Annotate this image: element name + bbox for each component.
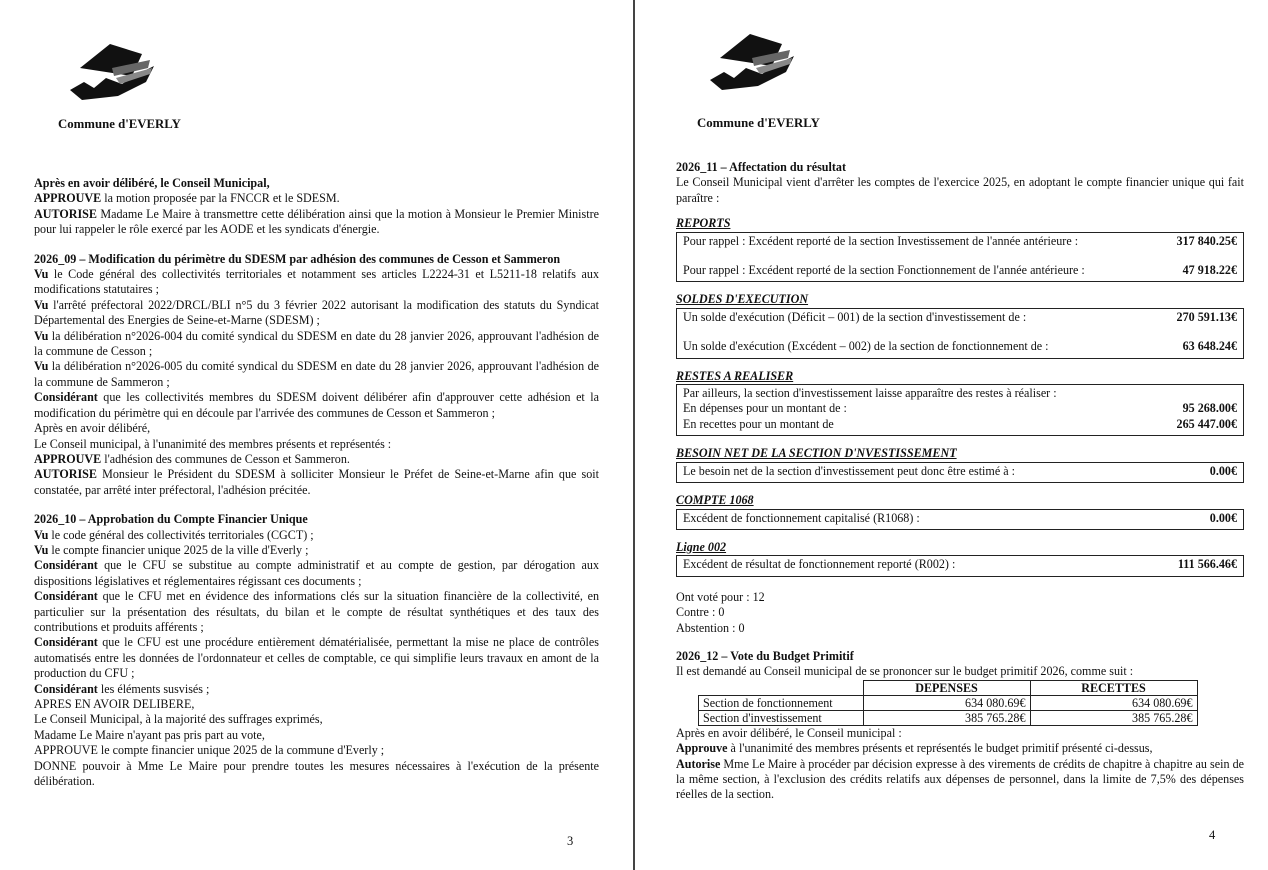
- d12-intro: Il est demandé au Conseil municipal de se prononcer sur le budget primitif 2026, comme suit :: [676, 664, 1134, 679]
- d12-autorise: Autorise Mme Le Maire à procéder par décision expresse à des virements de crédits de chapitre à chapitre au sein de la même section, à l'exclusion des crédits relatifs aux dépenses de personnel, dans la limite de 7,5% des dépenses réelles de la section.: [676, 756, 1244, 802]
- vote-pour: Ont voté pour : 12: [676, 589, 765, 604]
- d09-vu-1: Vu le Code général des collectivités territoriales et notamment ses articles L2224-31 et L5211-18 relatifs aux modifications statutaires ;: [34, 267, 599, 297]
- page-divider: [633, 0, 635, 870]
- soldes-row: Un solde d'exécution (Excédent – 002) de la section de fonctionnement de : 63 648.24€: [683, 339, 1237, 354]
- commune-title: Commune d'EVERLY: [58, 117, 181, 131]
- besoin-title: BESOIN NET DE LA SECTION D'NVESTISSEMENT: [676, 446, 957, 461]
- intro-autorise: AUTORISE Madame Le Maire à transmettre cette délibération ainsi que la motion à Monsieur le Premier Ministre pour lui rappeler le rôle exercé par les AODE et les syndicats d'énergie.: [34, 206, 599, 237]
- d10-apres: APRES EN AVOIR DELIBERE,: [34, 697, 195, 711]
- d11-intro: Le Conseil Municipal vient d'arrêter les comptes de l'exercice 2025, en adoptant le compte financier unique qui fait paraître :: [676, 175, 1244, 205]
- table-row: [699, 695, 1198, 710]
- budget-table: [698, 680, 1198, 726]
- d09-vu-2: Vu l'arrêté préfectoral 2022/DRCL/BLI n°5 du 3 février 2022 autorisant la modification des statuts du Syndicat Départemental des Energies de Seine-et-Marne (SDESM) ;: [34, 297, 599, 328]
- d10-maire: Madame Le Maire n'ayant pas pris part au vote,: [34, 727, 265, 742]
- table-row: [699, 710, 1198, 725]
- d10-approuve: APPROUVE le compte financier unique 2025 de la commune d'Everly ;: [34, 743, 385, 758]
- d10-vu-1: Vu le code général des collectivités territoriales (CGCT) ;: [34, 527, 314, 542]
- restes-title: RESTES A REALISER: [676, 368, 794, 383]
- intro-heading: Après en avoir délibéré, le Conseil Municipal,: [34, 176, 270, 190]
- d09-vu-4: Vu la délibération n°2026-005 du comité syndical du SDESM en date du 28 janvier 2026, approuvant l'adhésion de la commune de Sammeron ;: [34, 359, 599, 389]
- d09-approuve: APPROUVE l'adhésion des communes de Cesson et Sammeron.: [34, 451, 350, 466]
- row-depenses: 385 765.28€: [863, 710, 1030, 725]
- compte1068-box: [676, 509, 1244, 530]
- restes-line: Par ailleurs, la section d'investissement laisse apparaître des restes à réaliser :: [683, 386, 1057, 401]
- d10-considerant-3: Considérant que le CFU est une procédure entièrement dématérialisée, permettant la mise ne place de contrôles automatisés entre les données de l'ordonnateur et celles de comptable, ce qui simplifie leurs travaux en amont de la production du CFU ;: [34, 635, 599, 681]
- d10-considerant-2: Considérant que le CFU met en évidence des informations clés sur la situation financière de la collectivité, en particulier sur la présentation des résultats, du bilan et le compte de résultat synthétiques et des taux des contributions et produits afférents ;: [34, 589, 599, 634]
- page-number: 4: [1209, 828, 1216, 842]
- intro-approuve: APPROUVE la motion proposée par la FNCCR et le SDESM.: [34, 191, 340, 206]
- d09-autorise: AUTORISE Monsieur le Président du SDESM à solliciter Monsieur le Préfet de Seine-et-Marne afin que soit constatée, par arrêté inter préfectoral, l'adhésion précitée.: [34, 467, 599, 497]
- commune-title: Commune d'EVERLY: [697, 116, 820, 130]
- d12-apres: Après en avoir délibéré, le Conseil municipal :: [676, 725, 902, 740]
- soldes-box: [676, 308, 1244, 359]
- reports-title: REPORTS: [676, 216, 731, 231]
- d12-approuve: Approuve à l'unanimité des membres présents et représentés le budget primitif présenté ci-dessus,: [676, 741, 1153, 756]
- row-label: Section d'investissement: [699, 710, 864, 725]
- d10-considerant-4: Considérant les éléments susvisés ;: [34, 681, 210, 696]
- deliberation-09-title: 2026_09 – Modification du périmètre du SDESM par adhésion des communes de Cesson et Sammeron: [34, 251, 561, 266]
- commune-logo-icon: [62, 38, 157, 106]
- soldes-title: SOLDES D'EXECUTION: [676, 292, 809, 307]
- left-page-body: [34, 176, 599, 789]
- reports-box: [676, 232, 1244, 283]
- reports-row: Pour rappel : Excédent reporté de la section Investissement de l'année antérieure : 317 840.25€: [683, 233, 1237, 248]
- besoin-box: [676, 462, 1244, 483]
- right-page-body: [676, 160, 1244, 803]
- d10-donne: DONNE pouvoir à Mme Le Maire pour prendre toutes les mesures nécessaires à l'exécution de la présente délibération.: [34, 758, 599, 789]
- d10-considerant-1: Considérant que le CFU se substitue au compte administratif et au compte de gestion, par dérogation aux dispositions législatives et réglementaires régissant ces documents ;: [34, 558, 599, 588]
- vote-contre: Contre : 0: [676, 605, 725, 620]
- ligne002-title: Ligne 002: [676, 539, 727, 554]
- page-right: [636, 0, 1268, 870]
- deliberation-10-title: 2026_10 – Approbation du Compte Financier Unique: [34, 512, 308, 527]
- budget-table-header: [699, 680, 1198, 695]
- soldes-row: Un solde d'exécution (Déficit – 001) de la section d'investissement de : 270 591.13€: [683, 309, 1237, 324]
- page-left: [0, 0, 632, 870]
- row-recettes: 385 765.28€: [1030, 710, 1197, 725]
- ligne002-box: [676, 555, 1244, 576]
- restes-row: En dépenses pour un montant de : 95 268.00€: [683, 401, 1237, 416]
- ligne002-row: Excédent de résultat de fonctionnement reporté (R002) : 111 566.46€: [683, 557, 1237, 572]
- restes-row: En recettes pour un montant de 265 447.00€: [683, 416, 1237, 431]
- commune-logo-icon: [702, 28, 797, 96]
- d10-vu-2: Vu le compte financier unique 2025 de la ville d'Everly ;: [34, 542, 309, 557]
- d09-unanimite: Le Conseil municipal, à l'unanimité des membres présents et représentés :: [34, 436, 392, 451]
- deliberation-12-title: 2026_12 – Vote du Budget Primitif: [676, 648, 854, 663]
- d09-apres: Après en avoir délibéré,: [34, 421, 151, 436]
- restes-box: [676, 384, 1244, 436]
- row-depenses: 634 080.69€: [863, 695, 1030, 710]
- header-recettes: RECETTES: [1030, 680, 1197, 695]
- reports-row: Pour rappel : Excédent reporté de la section Fonctionnement de l'année antérieure : 47 918.22€: [683, 263, 1237, 278]
- d09-considerant: Considérant que les collectivités membres du SDESM doivent délibérer afin d'approuver cette adhésion et la modification du périmètre qui en découle par l'arrivée des communes de Cesson et Sammeron ;: [34, 390, 599, 420]
- compte1068-row: Excédent de fonctionnement capitalisé (R1068) : 0.00€: [683, 510, 1237, 525]
- header-depenses: DEPENSES: [863, 680, 1030, 695]
- page-number: 3: [567, 834, 574, 848]
- vote-abstention: Abstention : 0: [676, 620, 745, 635]
- compte1068-title: COMPTE 1068: [676, 493, 754, 508]
- d09-vu-3: Vu la délibération n°2026-004 du comité syndical du SDESM en date du 28 janvier 2026, approuvant l'adhésion de la commune de Cesson ;: [34, 328, 599, 359]
- deliberation-11-title: 2026_11 – Affectation du résultat: [676, 160, 846, 174]
- row-recettes: 634 080.69€: [1030, 695, 1197, 710]
- d10-majorite: Le Conseil Municipal, à la majorité des suffrages exprimés,: [34, 712, 323, 727]
- besoin-row: Le besoin net de la section d'investissement peut donc être estimé à : 0.00€: [683, 463, 1237, 478]
- row-label: Section de fonctionnement: [699, 695, 864, 710]
